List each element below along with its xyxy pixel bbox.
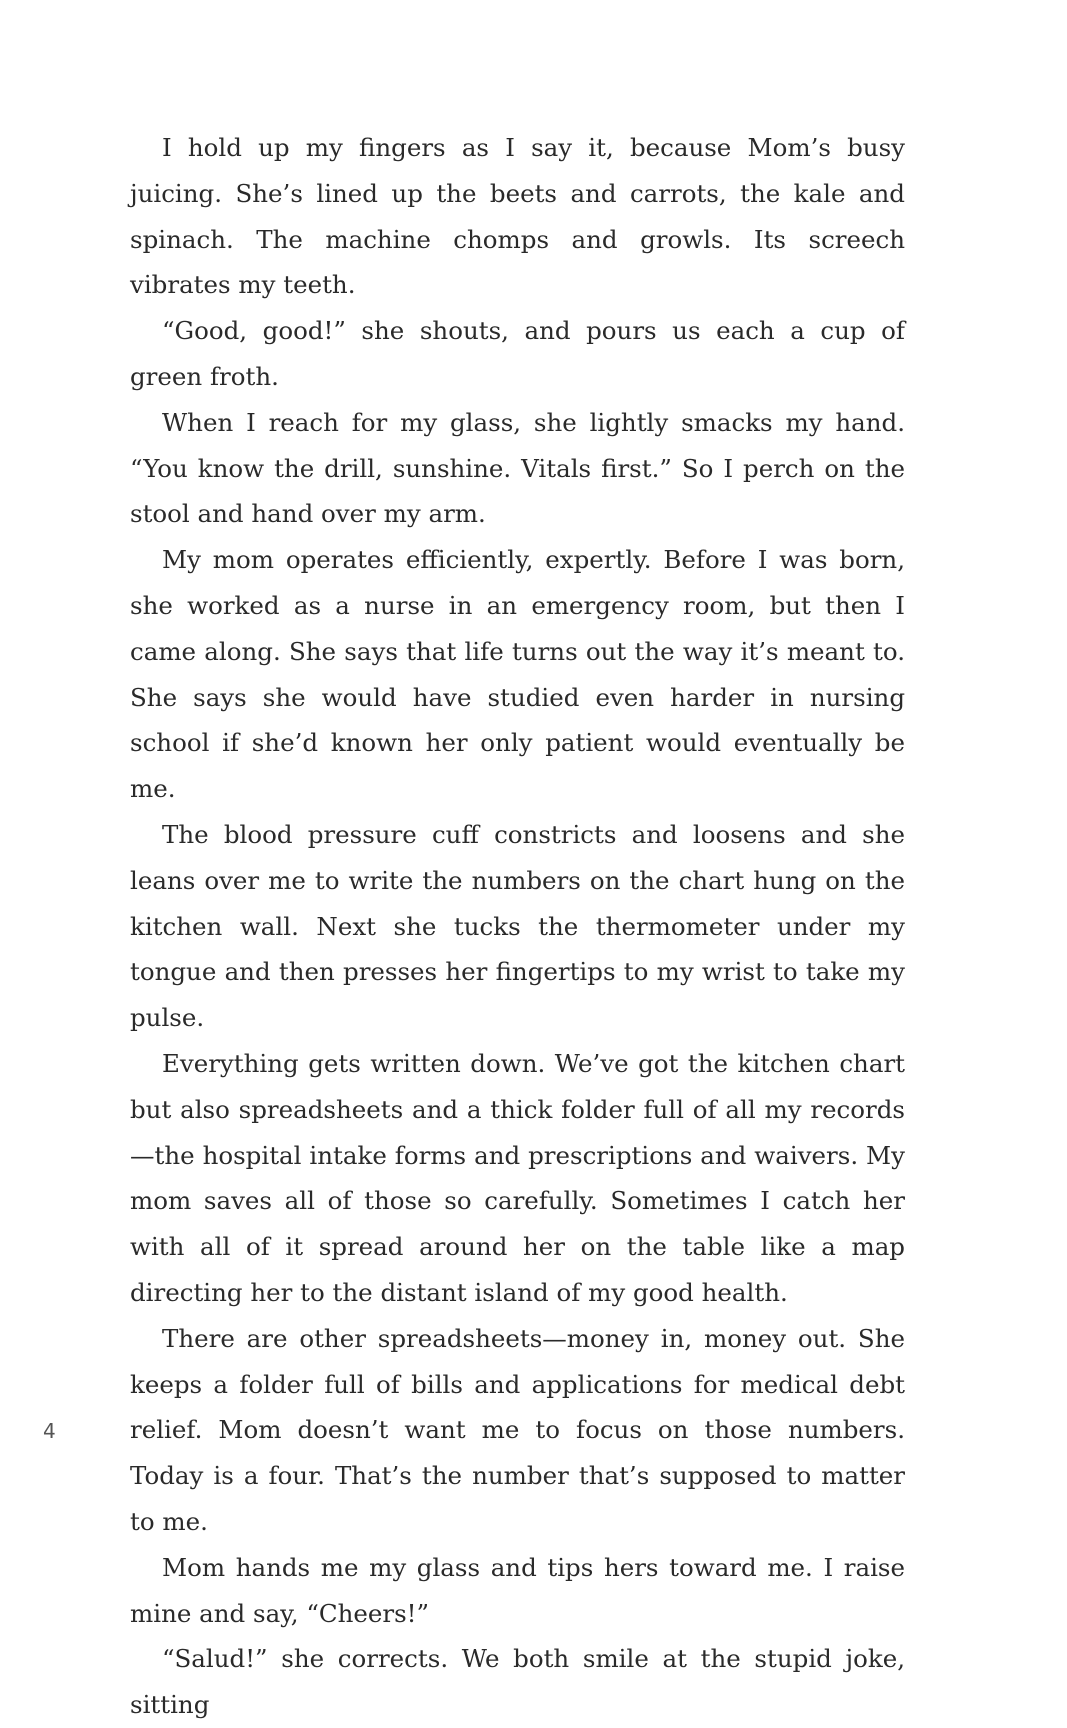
paragraph: Everything gets written down. We’ve got the kitchen chart but also spreadsheets and a thick folder full of all my records—the hospital intake forms and prescriptions and waivers. My mom saves all of those so carefully. Sometimes I catch her with all of it spread around her on the table like a map directing her to the distant island of my good health. bbox=[130, 1048, 905, 1307]
paragraph: My mom operates efficiently, expertly. Before I was born, she worked as a nurse in an emergency room, but then I came along. She says that life turns out the way it’s meant to. She says she would have studied even harder in nursing school if she’d known her only patient would eventually be me. bbox=[130, 545, 905, 804]
paragraph: I hold up my fingers as I say it, because Mom’s busy juicing. She’s lined up the beets and carrots, the kale and spinach. The machine chomps and growls. Its screech vibrates my teeth. bbox=[130, 133, 905, 300]
paragraph: When I reach for my glass, she lightly smacks my hand. “You know the drill, sunshine. Vitals first.” So I perch on the stool and hand over my arm. bbox=[130, 407, 905, 529]
paragraph: The blood pressure cuff constricts and loosens and she leans over me to write the numbers on the chart hung on the kitchen wall. Next she tucks the thermometer under my tongue and then presses her fingertips to my wrist to take my pulse. bbox=[130, 819, 905, 1033]
paragraph: “Salud!” she corrects. We both smile at the stupid joke, sitting bbox=[130, 1644, 905, 1720]
body-text bbox=[130, 125, 905, 1728]
paragraph: Mom hands me my glass and tips hers toward me. I raise mine and say, “Cheers!” bbox=[130, 1552, 905, 1628]
paragraph: “Good, good!” she shouts, and pours us each a cup of green froth. bbox=[130, 316, 905, 391]
page-number: 4 bbox=[43, 1419, 56, 1443]
paragraph: There are other spreadsheets—money in, money out. She keeps a folder full of bills and applications for medical debt relief. Mom doesn’t want me to focus on those numbers. Today is a four. That’s the number that’s supposed to matter to me. bbox=[130, 1323, 905, 1536]
